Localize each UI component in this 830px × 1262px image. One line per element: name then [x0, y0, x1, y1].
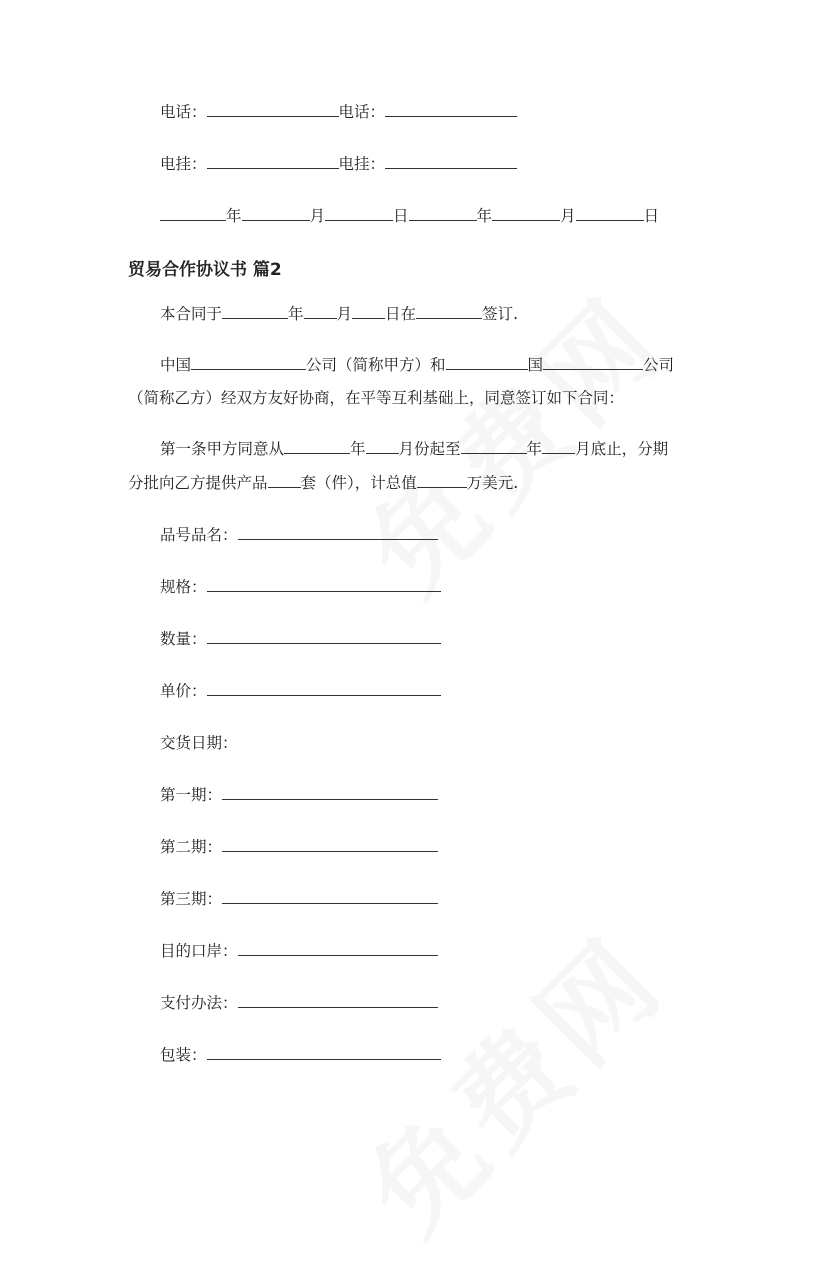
- field-blank: [238, 992, 438, 1008]
- parties-line: [0, 354, 830, 376]
- phone-line: [0, 101, 830, 123]
- day-blank: [352, 303, 385, 319]
- year-blank: [222, 303, 288, 319]
- section-title: 贸易合作协议书 篇2: [128, 260, 282, 280]
- year-label: 年: [226, 207, 242, 225]
- field-label: 支付办法：: [160, 994, 238, 1012]
- country-blank: [446, 354, 528, 370]
- article-1-line: [0, 438, 830, 460]
- text: 第一条甲方同意从: [160, 440, 285, 458]
- text: 中国: [160, 356, 192, 374]
- day-blank: [576, 205, 644, 221]
- field-label: 目的口岸：: [160, 942, 238, 960]
- field-blank: [238, 524, 438, 540]
- day-label: 日: [643, 207, 660, 225]
- day-blank: [325, 205, 393, 221]
- text: 年: [288, 305, 304, 323]
- field-label: 第二期：: [160, 838, 223, 856]
- field-label: 第三期：: [160, 890, 223, 908]
- telex-blank: [385, 153, 517, 169]
- text: 年: [526, 440, 543, 458]
- year-blank: [409, 205, 477, 221]
- text: 签订.: [482, 305, 518, 323]
- field-blank: [238, 940, 438, 956]
- text: 分批向乙方提供产品: [128, 474, 268, 492]
- phone-label: 电话：: [160, 103, 207, 121]
- field-unit-price: [0, 680, 830, 702]
- field-blank: [222, 836, 438, 852]
- party-b-blank: [543, 354, 643, 370]
- parties-line-2: [0, 387, 830, 409]
- field-destination-port: [0, 940, 830, 962]
- text: 月份起至: [398, 440, 461, 458]
- text: 本合同于: [160, 305, 223, 323]
- field-label: 品号品名：: [160, 526, 238, 544]
- text: 公司（简称甲方）和: [306, 356, 446, 374]
- field-product-name: [0, 524, 830, 546]
- field-phase-2: [0, 836, 830, 858]
- phone-label: 电话：: [338, 103, 386, 121]
- year-blank: [461, 438, 527, 454]
- year-blank: [284, 438, 350, 454]
- field-blank: [222, 784, 438, 800]
- text: 国: [527, 356, 544, 374]
- contract-date-line: [0, 303, 830, 325]
- field-blank: [222, 888, 438, 904]
- field-blank: [207, 576, 441, 592]
- phone-blank: [207, 101, 339, 117]
- signature-date-line: [0, 205, 830, 227]
- year-label: 年: [476, 207, 493, 225]
- field-label: 规格：: [160, 578, 207, 596]
- text: 年: [350, 440, 366, 458]
- text: 月: [336, 305, 353, 323]
- month-label: 月: [309, 207, 326, 225]
- telex-label: 电挂：: [160, 155, 207, 173]
- field-label: 第一期：: [160, 786, 223, 804]
- text: 日在: [385, 305, 417, 323]
- phone-blank: [385, 101, 517, 117]
- text: 月底止，分期: [575, 440, 669, 458]
- field-delivery-date: [0, 732, 830, 754]
- field-payment-method: [0, 992, 830, 1014]
- field-phase-1: [0, 784, 830, 806]
- field-phase-3: [0, 888, 830, 910]
- text: 万美元.: [466, 474, 519, 492]
- total-blank: [417, 472, 467, 488]
- field-label: 单价：: [160, 682, 207, 700]
- field-packaging: [0, 1044, 830, 1066]
- party-a-blank: [191, 354, 306, 370]
- field-label: 数量：: [160, 630, 207, 648]
- year-blank: [160, 205, 226, 221]
- field-label: 交货日期：: [160, 734, 238, 752]
- field-blank: [207, 628, 441, 644]
- telex-label: 电挂：: [338, 155, 386, 173]
- text: 套（件），计总值: [300, 474, 417, 492]
- month-blank: [492, 205, 560, 221]
- telex-blank: [207, 153, 339, 169]
- place-blank: [416, 303, 482, 319]
- month-label: 月: [560, 207, 576, 225]
- month-blank: [542, 438, 575, 454]
- month-blank: [242, 205, 310, 221]
- article-1-line-2: [0, 472, 830, 494]
- field-label: 包装：: [160, 1046, 207, 1064]
- month-blank: [304, 303, 337, 319]
- day-label: 日: [393, 207, 409, 225]
- field-blank: [207, 680, 441, 696]
- field-blank: [207, 1044, 441, 1060]
- text: （简称乙方）经双方友好协商，在平等互利基础上，同意签订如下合同：: [128, 389, 625, 407]
- month-blank: [366, 438, 399, 454]
- telex-line: [0, 153, 830, 175]
- quantity-blank: [268, 472, 301, 488]
- text: 公司: [643, 356, 675, 374]
- field-quantity: [0, 628, 830, 650]
- field-spec: [0, 576, 830, 598]
